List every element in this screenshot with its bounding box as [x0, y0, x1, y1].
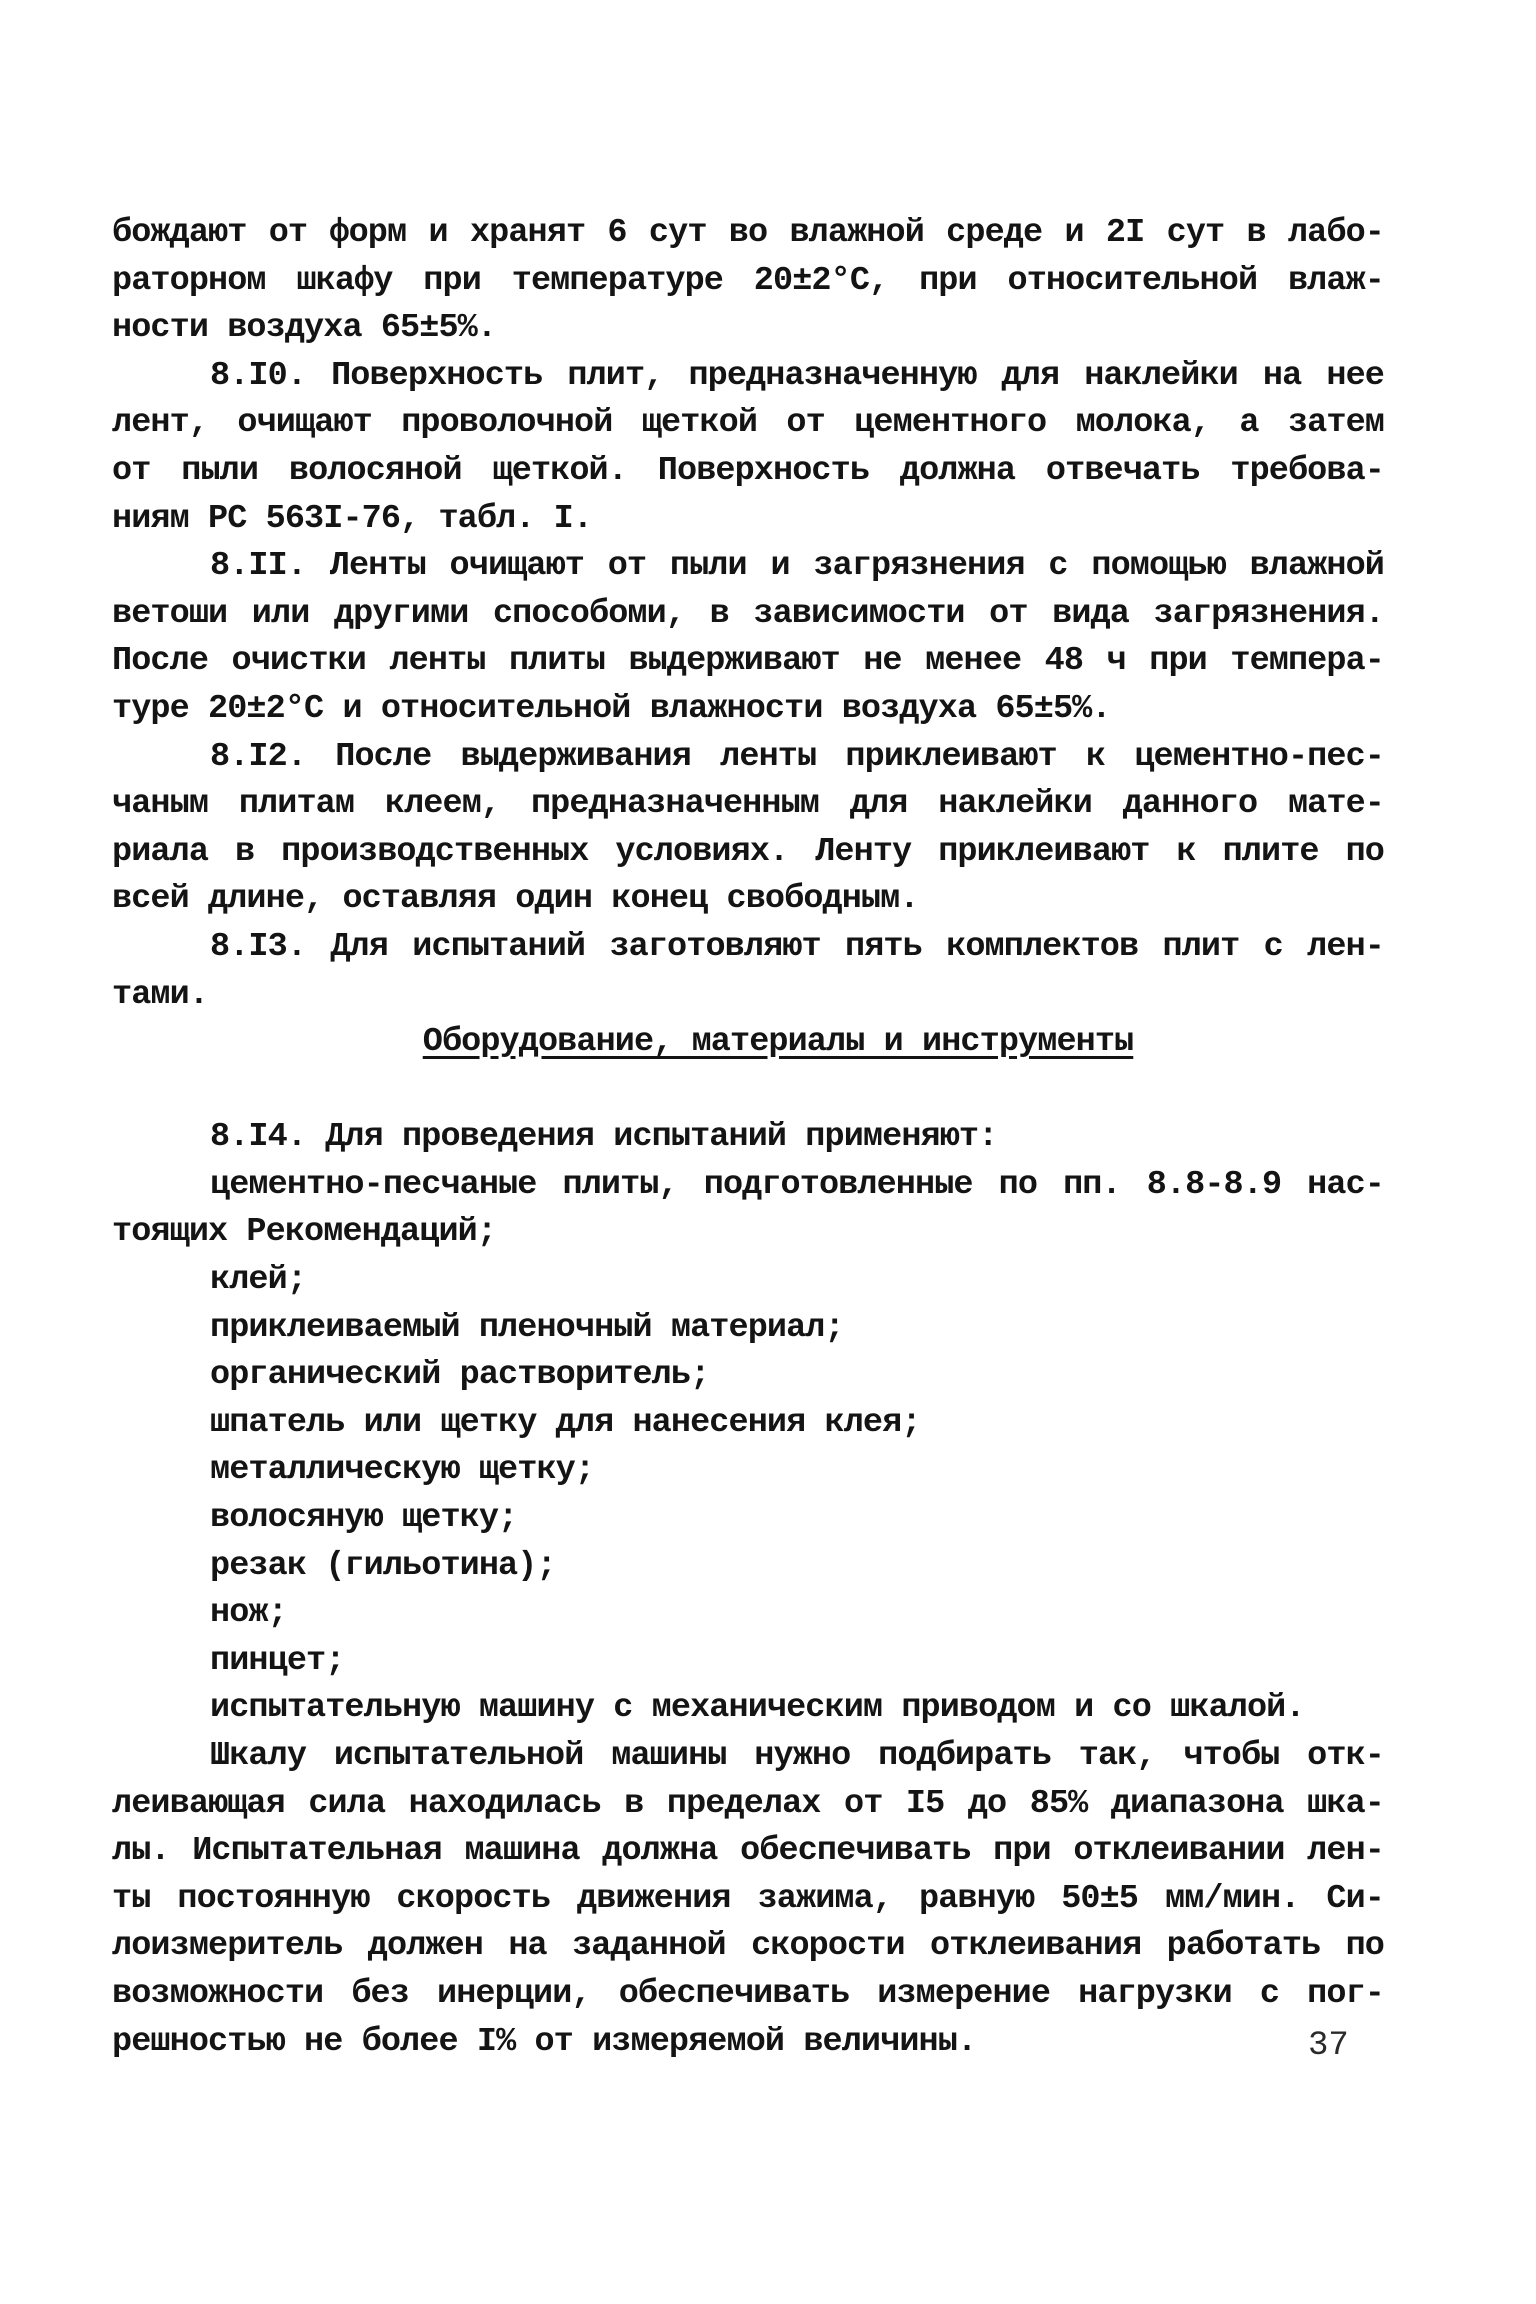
text-line: лоизмеритель должен на заданной скорости отклеивания работать по	[112, 1927, 1384, 1966]
equipment-list-item: нож;	[210, 1594, 287, 1633]
equipment-list-item: клей;	[210, 1261, 307, 1300]
equipment-list-item: волосяную щетку;	[210, 1499, 518, 1538]
text-line: раторном шкафу при температуре 20±2°С, при относительной влаж-	[112, 261, 1384, 300]
equipment-list-item: пинцет;	[210, 1641, 345, 1680]
text-line: бождают от форм и хранят 6 сут во влажной среде и 2I сут в лабо-	[112, 214, 1384, 252]
page-number: 37	[1308, 2027, 1349, 2065]
text-line: от пыли волосяной щеткой. Поверхность должна отвечать требова-	[112, 451, 1384, 490]
spacer	[112, 1067, 1384, 1115]
equipment-list-item: шпатель или щетку для нанесения клея;	[210, 1403, 921, 1442]
text-line: цементно-песчаные плиты, подготовленные по пп. 8.8-8.9 нас-	[210, 1165, 1384, 1204]
section-heading: Оборудование, материалы и инструменты	[422, 1023, 1134, 1062]
text-line: риала в производственных условиях. Ленту приклеивают к плите по	[112, 832, 1384, 871]
equipment-list-item: испытательную машину с механическим приводом и со шкалой.	[210, 1689, 1305, 1728]
text-line: ветоши или другими способоми, в зависимости от вида загрязнения.	[112, 594, 1384, 633]
text-line: туре 20±2°С и относительной влажности воздуха 65±5%.	[112, 689, 1111, 728]
text-line: ности воздуха 65±5%.	[112, 309, 497, 348]
equipment-list-item: резак (гильотина);	[210, 1546, 556, 1585]
equipment-list-item: приклеиваемый пленочный материал;	[210, 1308, 844, 1347]
document-page	[112, 210, 1384, 2066]
paragraph-8-11-start: 8.II. Ленты очищают от пыли и загрязнения с помощью влажной	[210, 547, 1384, 586]
text-line: леивающая сила находилась в пределах от I5 до 85% диапазона шка-	[112, 1784, 1384, 1823]
paragraph-8-13-start: 8.I3. Для испытаний заготовляют пять комплектов плит с лен-	[210, 927, 1384, 966]
text-line: ты постоянную скорость движения зажима, равную 50±5 мм/мин. Си-	[112, 1879, 1384, 1918]
text-line: всей длине, оставляя один конец свободным.	[112, 880, 919, 919]
equipment-list-item: органический растворитель;	[210, 1356, 710, 1395]
paragraph-8-14-start: 8.I4. Для проведения испытаний применяют:	[210, 1118, 998, 1157]
text-line: лы. Испытательная машина должна обеспечивать при отклеивании лен-	[112, 1832, 1384, 1871]
text-line: лент, очищают проволочной щеткой от цементного молока, а затем	[112, 404, 1384, 443]
equipment-list-item: металлическую щетку;	[210, 1451, 595, 1490]
text-line: тами.	[112, 975, 209, 1014]
paragraph-8-12-start: 8.I2. После выдерживания ленты приклеивают к цементно-пес-	[210, 737, 1384, 776]
text-line: возможности без инерции, обеспечивать измерение нагрузки с пог-	[112, 1974, 1384, 2013]
paragraph-8-10-start: 8.I0. Поверхность плит, предназначенную для наклейки на нее	[210, 356, 1384, 395]
text-line: тоящих Рекомендаций;	[112, 1213, 497, 1252]
text-line: ниям PC 563I-76, табл. I.	[112, 499, 593, 538]
scale-paragraph-start: Шкалу испытательной машины нужно подбирать так, чтобы отк-	[210, 1737, 1384, 1775]
text-line: решностью не более I% от измеряемой величины.	[112, 2022, 977, 2061]
text-line: чаным плитам клеем, предназначенным для наклейки данного мате-	[112, 785, 1384, 824]
text-line: После очистки ленты плиты выдерживают не менее 48 ч при темпера-	[112, 642, 1384, 681]
